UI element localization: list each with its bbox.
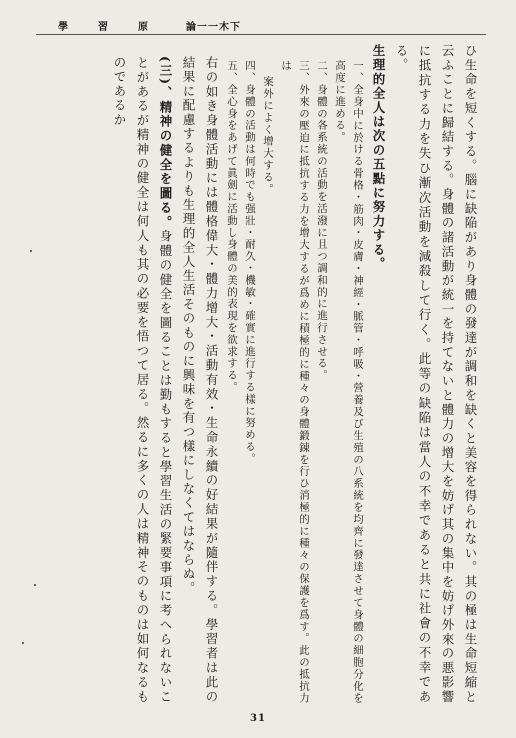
list-item-3: 三、外來の壓迫に抵抗する力を增大するが爲めに積極的に種々の身體鍛錬を行ひ消極的に種々の保護を爲す。此の抵抗力は [280,60,310,704]
vertical-text-body [32,44,482,704]
paragraph-3: 右の如き身體活動には體格偉大・體力增大・活動有效・生命永續の好結果が隨伴する。學習者は此の結果に配慮するよりも生理的全人生活そのものに興味を有つ樣にしなくてはならぬ。 [181,56,219,704]
paragraph-4 [108,44,177,704]
page-number: 31 [250,713,266,724]
paragraph-2: 生理的全人は次の五點に努力する。 [371,44,386,272]
paper-speck [22,642,24,644]
paragraph-4-text: 身體の健全を圖ることは勤もすると學習生活の緊要事項に考へられないことがあるが精神の健全は何人も其の必要を悟つて居る。然るに多くの人は精神そのものは如何なるものであるか [112,56,173,704]
header-char-2: 習 [98,22,109,33]
header-chapter-title: 論一一木下 [186,22,241,33]
header-char-1: 學 [58,22,69,33]
list-item-1: 一、全身中に於ける骨格・筋肉・皮膚・神經・脈管・呼吸・營養及び生殖の八系統を均齊に發達させて身體の細胞分化を高度に進める。 [334,60,364,704]
paper-speck [30,250,32,252]
running-header [0,18,516,40]
header-rule [36,34,486,35]
list-item-5: 五、全心身をあげて眞劍に活動し身體の美的表現を欲求する。 [226,60,238,394]
section-heading: (三)、精神の健全を圖る。 [158,56,173,230]
list-item-3-continued: 案外によく增大する。 [262,76,274,195]
list-item-2: 二、身體の各系統の活動を活潑に且つ調和的に進行させる。 [316,60,328,382]
paragraph-1: ひ生命を短くする。腦に缺陥があり身體の發達が調和を缺くと美容を得られない。其の極は生命短縮と云ふことに歸結する。身體の諸活動が統一を持てないと體力の增大を妨げ其の集中を妨げ外來の悪影響に抵抗する力を失ひ漸次活動を減殺して行く。此等の缺陥は當人の不幸であると共に社會の不幸である。 [394,44,478,704]
paper-speck [34,584,36,586]
header-char-3: 原 [138,22,149,33]
list-item-4: 四、身體の活動は何時でも强壯・耐久・機敏・確實に進行する樣に努める。 [244,60,256,465]
